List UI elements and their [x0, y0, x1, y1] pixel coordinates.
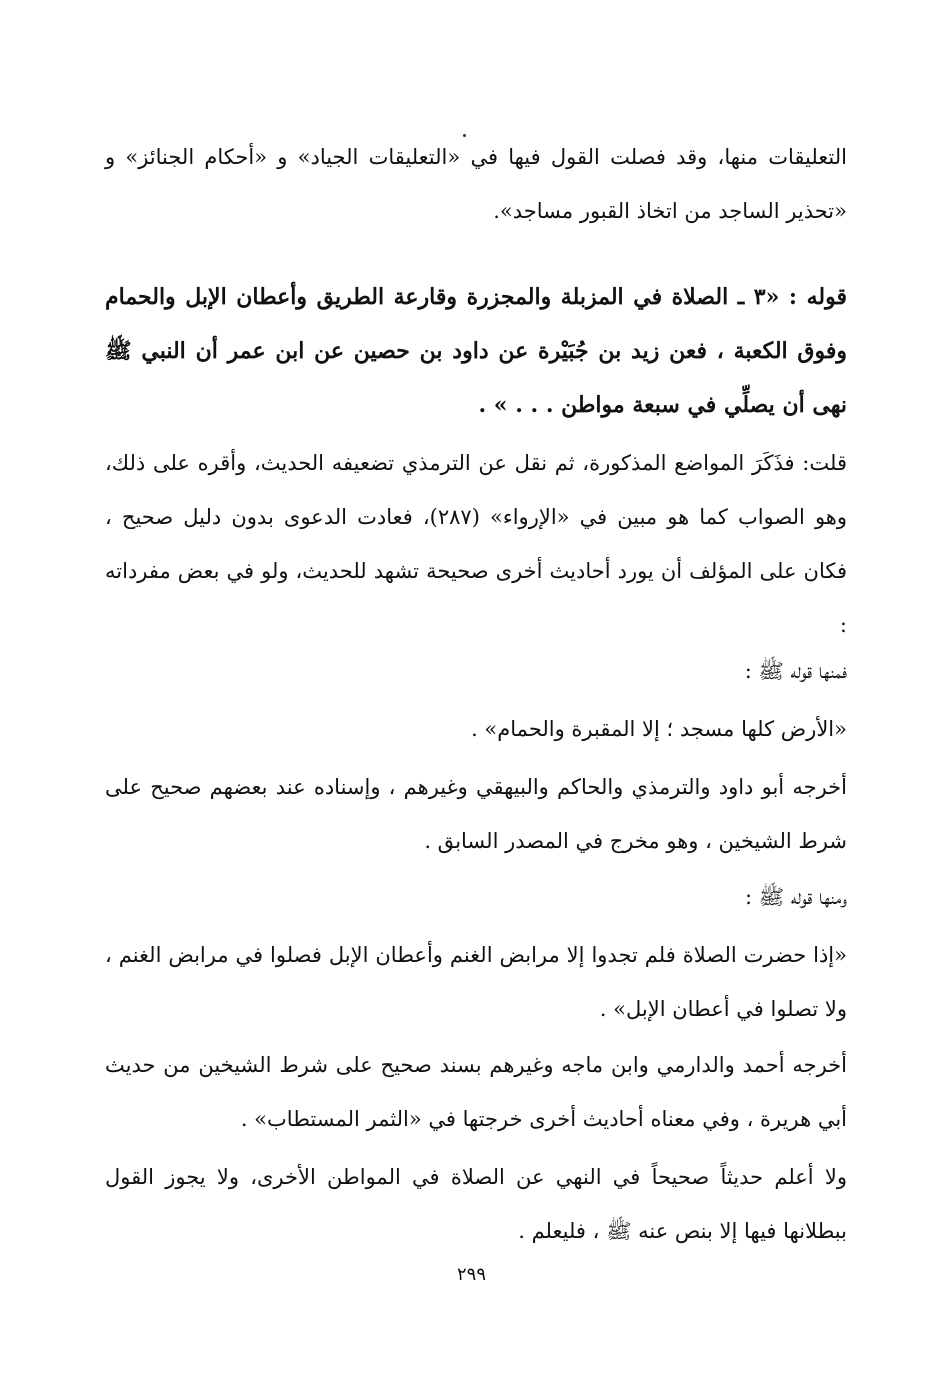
commentary-paragraph: قلت: فذَكَرَ المواضع المذكورة، ثم نقل عن الترمذي تضعيفه الحديث، وأقره على ذلك، وهو الصواب كما هو مبين في «الإرواء» (٢٨٧)، فعادت الدعوى بدون دليل صحيح ، فكان على المؤلف أن يورد أحاديث أخرى صحيحة تشهد للحديث، ولو في بعض مفرداته : [105, 451, 848, 637]
page-number: ٢٩٩ [456, 1264, 486, 1285]
second-hadith-intro: ومنها قوله ﷺ : [745, 885, 847, 909]
second-hadith-source: أخرجه أحمد والدارمي وابن ماجه وغيرهم بسند صحيح على شرط الشيخين من حديث أبي هريرة ، وفي معناه أحاديث أخرى خرجتها في «الثمر المستطاب» . [105, 1053, 847, 1131]
quoted-statement: قوله : «٣ ـ الصلاة في المزبلة والمجزرة وقارعة الطريق وأعطان الإبل والحمام وفوق الكعبة ، فعن زيد بن جُبَيْرة عن داود بن حصين عن ابن عمر أن النبي ﷺ نهى أن يصلِّي في سبعة مواطن . . . » . [105, 284, 847, 418]
first-hadith-intro: فمنها قوله ﷺ : [744, 659, 847, 683]
second-hadith-text: «إذا حضرت الصلاة فلم تجدوا إلا مرابض الغنم وأعطان الإبل فصلوا في مرابض الغنم ، ولا تصلوا في أعطان الإبل» . [105, 943, 847, 1021]
first-hadith-source: أخرجه أبو داود والترمذي والحاكم والبيهقي وغيرهم ، وإسناده عند بعضهم صحيح على شرط الشيخين ، وهو مخرج في المصدر السابق . [105, 775, 847, 853]
first-hadith-text: «الأرض كلها مسجد ؛ إلا المقبرة والحمام» . [471, 717, 847, 741]
intro-paragraph: التعليقات منها، وقد فصلت القول فيها في «التعليقات الجياد» و «أحكام الجنائز» و «تحذير الساجد من اتخاذ القبور مساجد». [105, 145, 847, 223]
closing-paragraph: ولا أعلم حديثاً صحيحاً في النهي عن الصلاة في المواطن الأخرى، ولا يجوز القول ببطلانها فيها إلا بنص عنه ﷺ ، فليعلم . [105, 1165, 847, 1243]
